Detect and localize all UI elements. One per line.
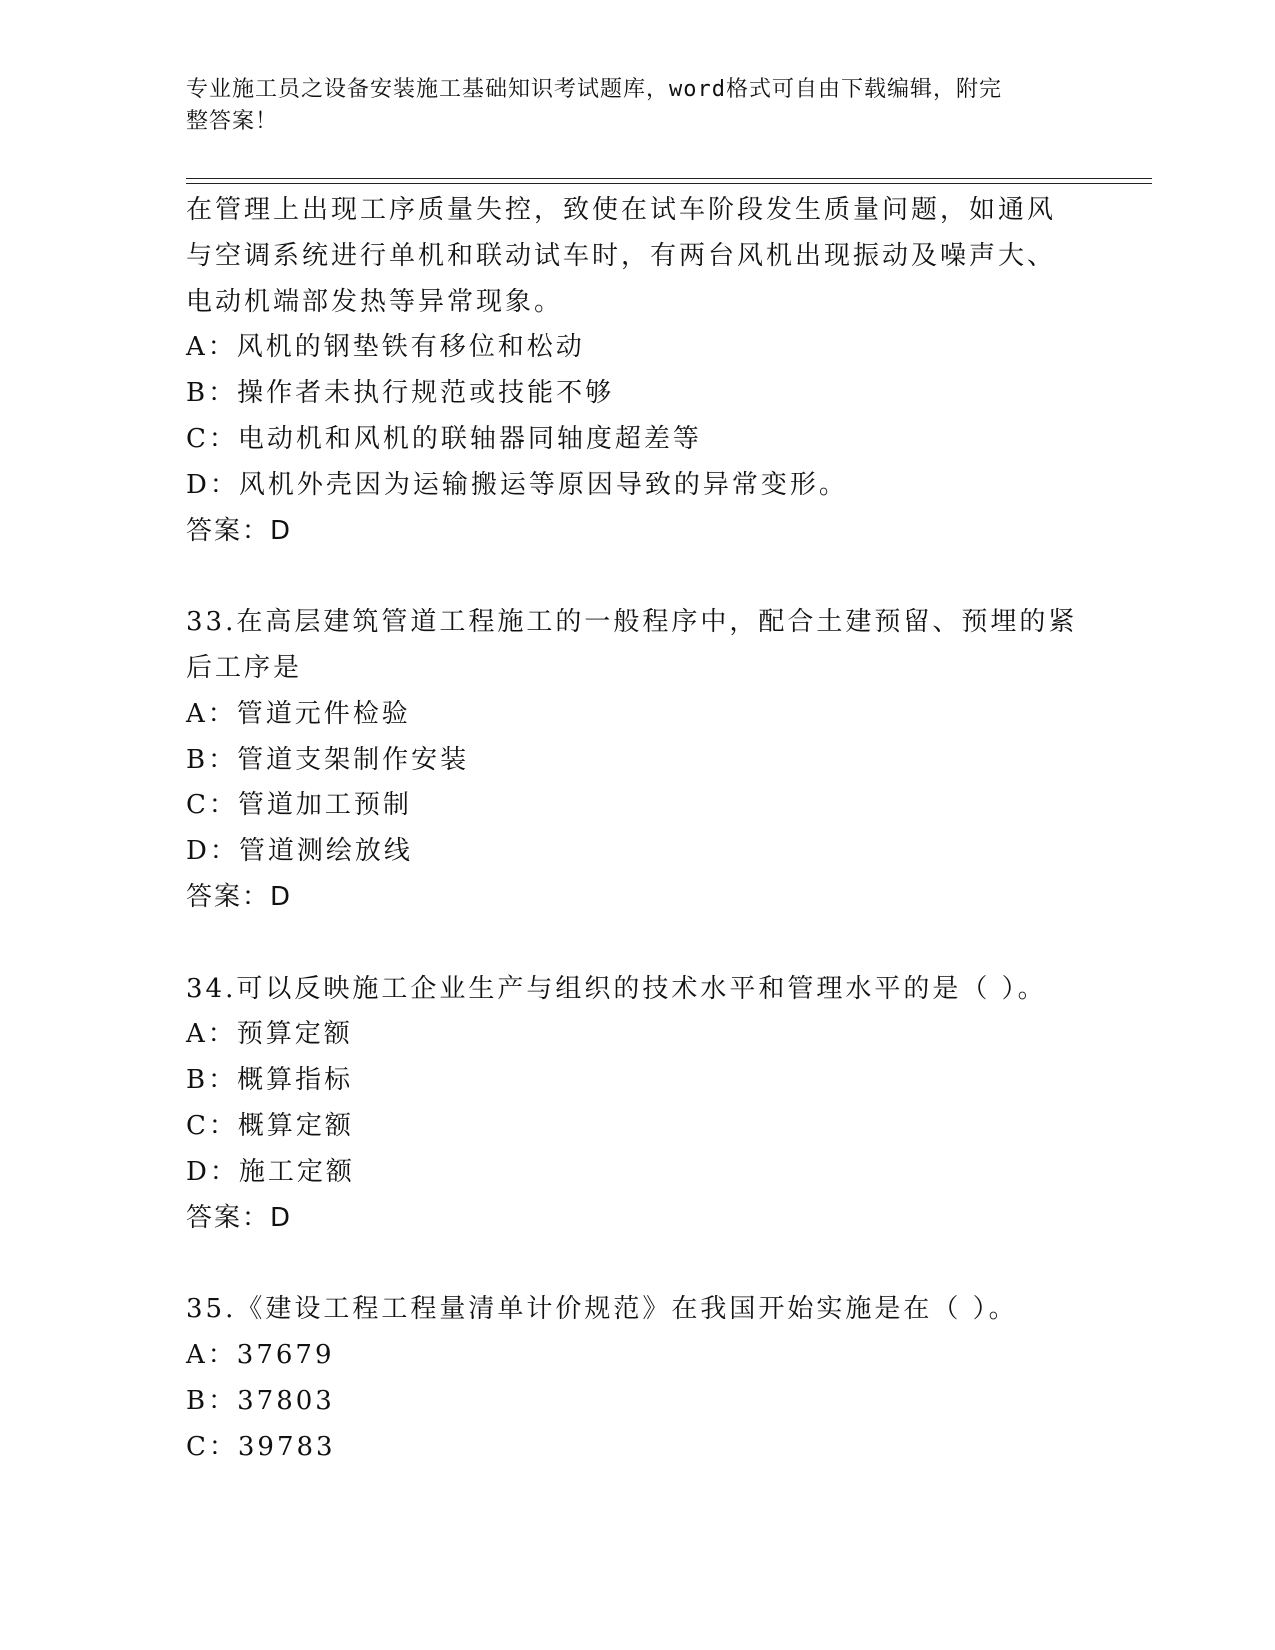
question-stem-line: 33.在高层建筑管道工程施工的一般程序中，配合土建预留、预埋的紧 — [186, 607, 1078, 638]
option-a: A：37679 — [186, 1339, 335, 1370]
question-stem-line: 35.《建设工程工程量清单计价规范》在我国开始实施是在（ ）。 — [186, 1294, 1018, 1325]
question-33 — [186, 600, 1086, 921]
header-rule-bottom — [186, 183, 1152, 184]
answer-line: 答案：D — [186, 515, 293, 546]
option-a: A：管道元件检验 — [186, 698, 411, 729]
answer-line: 答案：D — [186, 1202, 293, 1233]
option-c: C：39783 — [186, 1431, 336, 1462]
option-d: D：管道测绘放线 — [186, 836, 413, 867]
option-b: B：37803 — [186, 1385, 335, 1416]
question-list — [186, 188, 1086, 1470]
spacer — [186, 554, 1086, 600]
option-b: B：操作者未执行规范或技能不够 — [186, 378, 615, 409]
answer-line: 答案：D — [186, 881, 293, 912]
option-c: C：电动机和风机的联轴器同轴度超差等 — [186, 423, 702, 454]
option-b: B：管道支架制作安装 — [186, 744, 470, 775]
option-c: C：概算定额 — [186, 1110, 354, 1141]
option-d: D：施工定额 — [186, 1156, 355, 1187]
spacer — [186, 1241, 1086, 1287]
question-stem-line: 后工序是 — [186, 652, 303, 683]
question-35 — [186, 1287, 1086, 1470]
question-continued — [186, 188, 1086, 554]
header-rule-top — [186, 178, 1152, 179]
option-d: D：风机外壳因为运输搬运等原因导致的异常变形。 — [186, 469, 848, 500]
question-stem-line: 34.可以反映施工企业生产与组织的技术水平和管理水平的是（ ）。 — [186, 973, 1047, 1004]
option-a: A：预算定额 — [186, 1019, 353, 1050]
option-c: C：管道加工预制 — [186, 790, 412, 821]
header-line-1: 专业施工员之设备安装施工基础知识考试题库，word格式可自由下载编辑，附完 — [186, 77, 1002, 102]
option-b: B：概算指标 — [186, 1065, 354, 1096]
option-a: A：风机的钢垫铁有移位和松动 — [186, 332, 585, 363]
question-stem-line: 与空调系统进行单机和联动试车时，有两台风机出现振动及噪声大、 — [186, 240, 1057, 271]
document-header — [186, 74, 1066, 138]
header-line-2: 整答案！ — [186, 109, 279, 134]
question-stem-line: 在管理上出现工序质量失控，致使在试车阶段发生质量问题，如通风 — [186, 195, 1057, 225]
question-stem-line: 电动机端部发热等异常现象。 — [186, 286, 564, 317]
question-34 — [186, 967, 1086, 1242]
spacer — [186, 921, 1086, 967]
